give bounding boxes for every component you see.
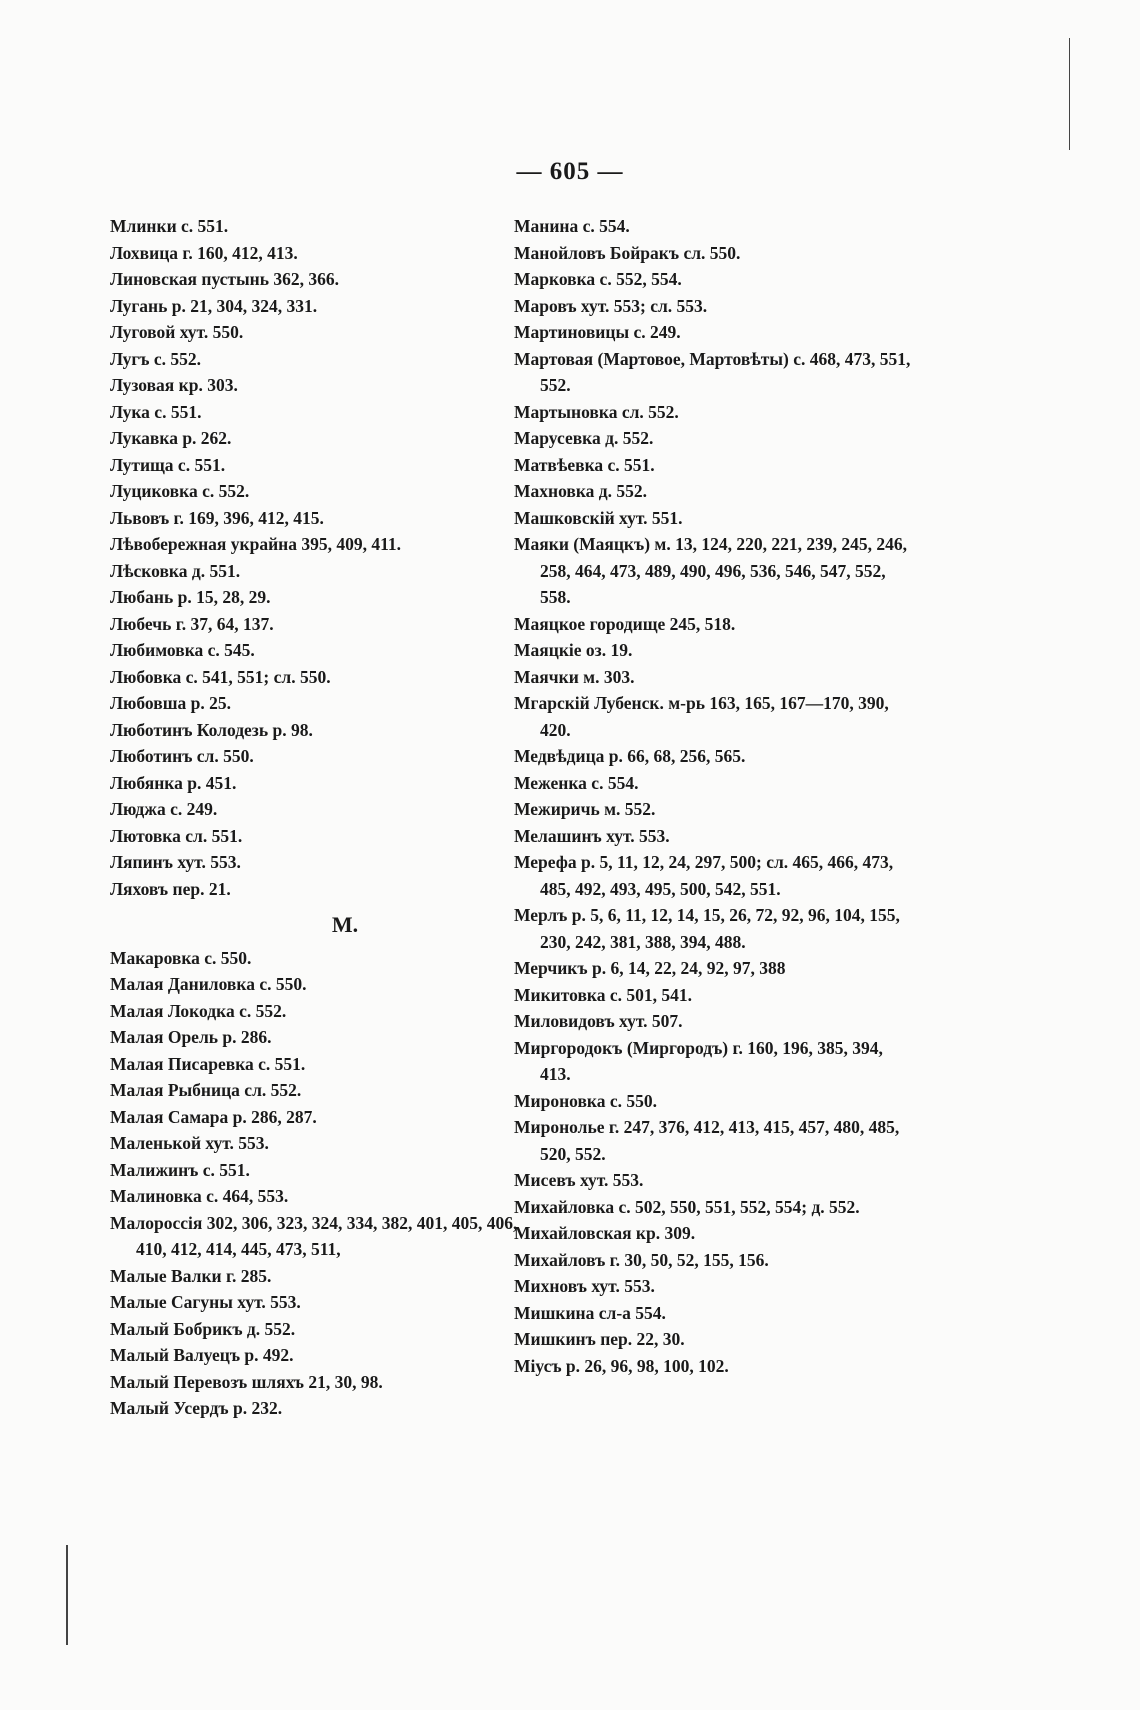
index-entry: Миргородокъ (Миргородъ) г. 160, 196, 385, 394, 413. <box>514 1037 883 1084</box>
index-entry: Мироновка с. 550. <box>514 1090 658 1111</box>
index-entry: Малый Бобрикъ д. 552. <box>110 1318 296 1339</box>
index-entry: Медвѣдица р. 66, 68, 256, 565. <box>514 746 746 766</box>
index-entry: Мерефа р. 5, 11, 12, 24, 297, 500; сл. 465, 466, 473, 485, 492, 493, 495, 500, 542, 551. <box>514 852 894 899</box>
index-entry: Матвѣевка с. 551. <box>514 454 655 475</box>
index-entry: Мишкинъ пер. 22, 30. <box>514 1329 685 1349</box>
index-entry: Мисевъ хут. 553. <box>514 1170 644 1190</box>
scan-edge-mark-bottom-left <box>66 1545 68 1645</box>
index-entry: Мишкина сл-а 554. <box>514 1302 666 1323</box>
index-entry: Лугань р. 21, 304, 324, 331. <box>110 295 318 316</box>
index-entry: Мартовая (Мартовое, Мартовѣты) с. 468, 473, 551, 552. <box>514 348 911 395</box>
index-entry: Малые Валки г. 285. <box>110 1265 272 1286</box>
index-entry: Маленькой хут. 553. <box>110 1133 269 1153</box>
index-entry: Манойловъ Бойракъ сл. 550. <box>514 242 741 263</box>
index-entry: Миронолье г. 247, 376, 412, 413, 415, 457, 480, 485, 520, 552. <box>514 1117 900 1164</box>
index-entry: Лѣвобережная украйна 395, 409, 411. <box>110 534 402 554</box>
index-entry: Любимовка с. 545. <box>110 640 255 660</box>
index-entry: Мерлъ р. 5, 6, 11, 12, 14, 15, 26, 72, 92, 96, 104, 155, 230, 242, 381, 388, 394, 488. <box>514 905 900 952</box>
index-entry: Луговой хут. 550. <box>110 322 244 342</box>
index-entry: Луциковка с. 552. <box>110 481 250 501</box>
index-entry: Манина с. 554. <box>514 216 630 236</box>
index-entry: Люджа с. 249. <box>110 799 218 819</box>
index-entry: Мерчикъ р. 6, 14, 22, 24, 92, 97, 388 <box>514 958 786 978</box>
index-entry: Михайловская кр. 309. <box>514 1223 696 1243</box>
index-entry: Міусъ р. 26, 96, 98, 100, 102. <box>514 1355 729 1376</box>
index-entry: Малая Орель р. 286. <box>110 1027 272 1047</box>
index-entry: Малые Сагуны хут. 553. <box>110 1292 301 1312</box>
index-entry: Михайловка с. 502, 550, 551, 552, 554; д. 552. <box>514 1196 860 1217</box>
index-entry: Маячки м. 303. <box>514 666 635 687</box>
index-entry: Ляпинъ хут. 553. <box>110 852 241 872</box>
index-entry: Миловидовъ хут. 507. <box>514 1011 683 1031</box>
index-entry: Лука с. 551. <box>110 401 202 422</box>
index-entry: Малая Писаревка с. 551. <box>110 1053 306 1074</box>
index-entry: Михновъ хут. 553. <box>514 1276 655 1296</box>
index-entry: Ляховъ пер. 21. <box>110 878 231 899</box>
section-heading: М. <box>331 912 359 937</box>
index-entry: Микитовка с. 501, 541. <box>514 984 692 1005</box>
index-entry: Малая Локодка с. 552. <box>110 1000 287 1021</box>
index-entry: Лѣсковка д. 551. <box>110 560 241 581</box>
index-entry: Любечь г. 37, 64, 137. <box>110 613 274 634</box>
index-entry: Маяцкіе оз. 19. <box>514 640 633 660</box>
index-entry: Малиновка с. 464, 553. <box>110 1186 289 1206</box>
index-entry: Малый Валуецъ р. 492. <box>110 1345 294 1365</box>
index-entry: Махновка д. 552. <box>514 481 648 501</box>
index-column-left <box>110 213 520 1422</box>
index-entry: Макаровка с. 550. <box>110 947 252 968</box>
index-entry: Михайловъ г. 30, 50, 52, 155, 156. <box>514 1249 769 1270</box>
index-entry: Любянка р. 451. <box>110 772 237 793</box>
scan-edge-mark-top-right <box>1069 38 1070 150</box>
index-entry: Малороссія 302, 306, 323, 324, 334, 382, 401, 405, 406, 410, 412, 414, 445, 473, 511, <box>110 1212 518 1259</box>
index-entry: Львовъ г. 169, 396, 412, 415. <box>110 507 324 528</box>
index-entry: Любань р. 15, 28, 29. <box>110 587 271 607</box>
index-entry: Марковка с. 552, 554. <box>514 269 682 289</box>
index-entry: Лукавка р. 262. <box>110 428 232 448</box>
index-entry: Маяцкое городище 245, 518. <box>514 613 736 634</box>
index-entry: Малая Рыбница сл. 552. <box>110 1080 302 1100</box>
index-entry: Мартиновицы с. 249. <box>514 322 681 342</box>
index-entry: Мартыновка сл. 552. <box>514 401 679 422</box>
index-entry: Лугъ с. 552. <box>110 348 202 369</box>
index-entry: Мгарскій Лубенск. м-рь 163, 165, 167—170, 390, 420. <box>514 693 889 740</box>
index-entry: Малая Даниловка с. 550. <box>110 974 307 994</box>
index-entry: Лохвица г. 160, 412, 413. <box>110 242 298 263</box>
index-entry: Малый Усердъ р. 232. <box>110 1398 283 1418</box>
index-entry: Люботинъ Колодезь р. 98. <box>110 719 313 740</box>
index-entry: Млинки с. 551. <box>110 216 229 236</box>
index-entry: Маровъ хут. 553; сл. 553. <box>514 295 708 316</box>
index-entry: Марусевка д. 552. <box>514 428 654 448</box>
index-column-right <box>514 213 914 1379</box>
index-entry: Лутища с. 551. <box>110 454 226 475</box>
index-entry: Люботинъ сл. 550. <box>110 746 254 766</box>
index-entry: Лютовка сл. 551. <box>110 825 243 846</box>
index-entry: Линовская пустынь 362, 366. <box>110 269 340 289</box>
index-entry: Лузовая кр. 303. <box>110 375 238 395</box>
index-entry: Малая Самара р. 286, 287. <box>110 1106 317 1127</box>
index-entry: Мелашинъ хут. 553. <box>514 825 670 846</box>
page-number: — 605 — <box>516 158 624 185</box>
index-entry: Меженка с. 554. <box>514 772 639 793</box>
index-entry: Любовша р. 25. <box>110 693 231 713</box>
index-entry: Маяки (Маяцкъ) м. 13, 124, 220, 221, 239, 245, 246, 258, 464, 473, 489, 490, 496, 536, 546, 547, 552, 558. <box>514 534 907 607</box>
index-entry: Малижинъ с. 551. <box>110 1159 250 1180</box>
index-entry: Малый Перевозъ шляхъ 21, 30, 98. <box>110 1371 383 1392</box>
index-entry: Межиричь м. 552. <box>514 799 656 819</box>
index-entry: Машковскій хут. 551. <box>514 507 683 528</box>
index-entry: Любовка с. 541, 551; сл. 550. <box>110 666 331 687</box>
